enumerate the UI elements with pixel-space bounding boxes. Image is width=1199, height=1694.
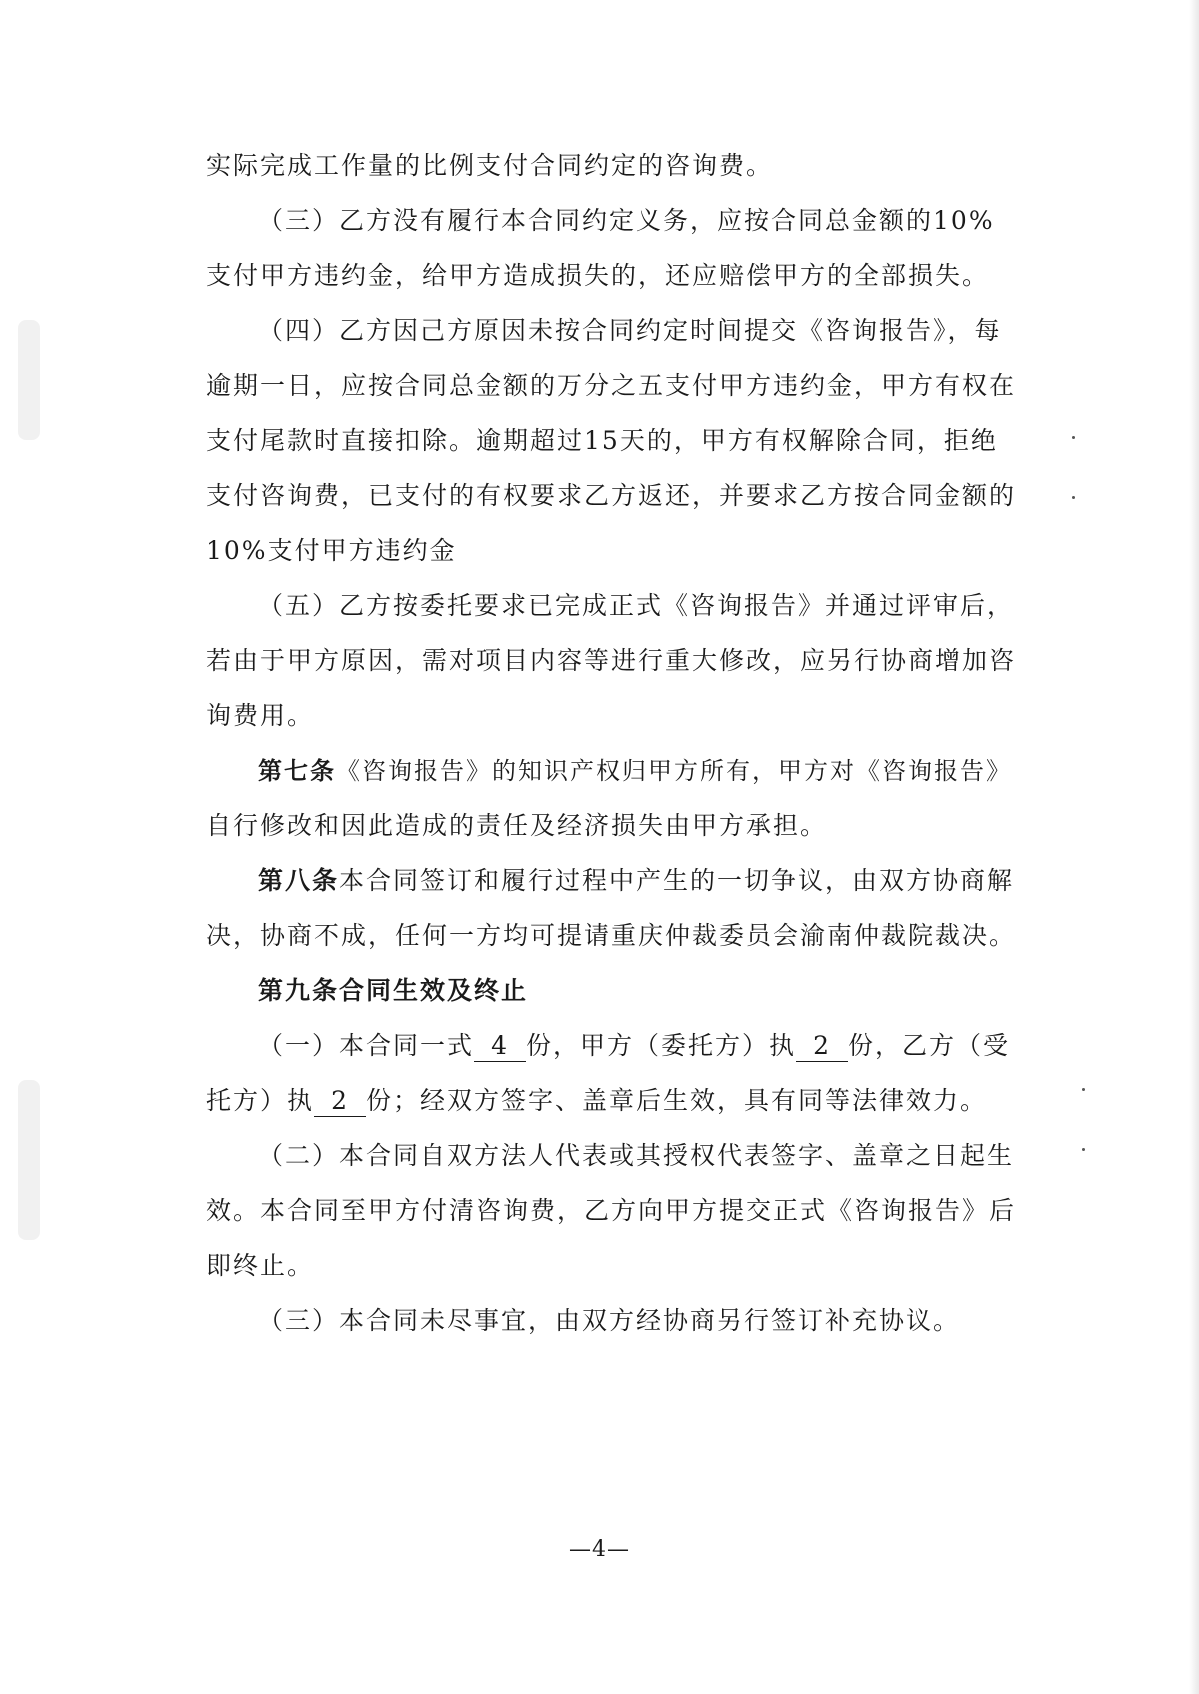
text-line: （四）乙方因己方原因未按合同约定时间提交《咨询报告》，每 [258, 316, 1002, 345]
clause-text: 托方）执 [206, 1086, 315, 1115]
text-line: （三）本合同未尽事宜，由双方经协商另行签订补充协议。 [258, 1306, 961, 1335]
clause-text: 份，乙方（受 [848, 1031, 1011, 1060]
scan-edge-shadow [1189, 0, 1199, 1694]
scan-speck [1082, 1088, 1085, 1091]
text-line: 即终止。 [206, 1251, 315, 1280]
article-heading: 第八条 [258, 866, 340, 895]
article-text: 本合同签订和履行过程中产生的一切争议，由双方协商解 [339, 866, 1015, 895]
scan-speck [1072, 496, 1075, 499]
scan-smudge [18, 1080, 40, 1240]
scan-smudge [18, 320, 40, 440]
text-line: 支付咨询费，已支付的有权要求乙方返还，并要求乙方按合同金额的 [206, 481, 1017, 510]
scan-speck [1072, 436, 1075, 439]
article-8-line [206, 853, 1016, 908]
text-line: 决，协商不成，任何一方均可提请重庆仲裁委员会渝南仲裁院裁决。 [206, 921, 1017, 950]
text-line: 支付尾款时直接扣除。逾期超过15天的，甲方有权解除合同，拒绝 [206, 426, 998, 455]
text-line: 支付甲方违约金，给甲方造成损失的，还应赔偿甲方的全部损失。 [206, 261, 990, 290]
text-line: 10%支付甲方违约金 [206, 536, 457, 565]
article-7-line [206, 743, 1016, 798]
clause-1-line [206, 1018, 1016, 1073]
text-line: （三）乙方没有履行本合同约定义务，应按合同总金额的10% [258, 206, 995, 235]
article-heading: 第七条 [258, 756, 336, 785]
text-line: （五）乙方按委托要求已完成正式《咨询报告》并通过评审后， [258, 591, 1015, 620]
document-page [206, 138, 1016, 1348]
text-line: 询费用。 [206, 701, 315, 730]
text-line: 实际完成工作量的比例支付合同约定的咨询费。 [206, 151, 774, 180]
text-line: 效。本合同至甲方付清咨询费，乙方向甲方提交正式《咨询报告》后 [206, 1196, 1017, 1225]
page-number: —4— [569, 1537, 630, 1562]
text-line: 自行修改和因此造成的责任及经济损失由甲方承担。 [206, 811, 828, 840]
clause-text: 份，甲方（委托方）执 [526, 1031, 797, 1060]
clause-1-line [206, 1073, 1016, 1128]
clause-text: 份；经双方签字、盖章后生效，具有同等法律效力。 [366, 1086, 988, 1115]
copies-total: 4 [474, 1031, 526, 1062]
text-line: 逾期一日，应按合同总金额的万分之五支付甲方违约金，甲方有权在 [206, 371, 1017, 400]
scan-speck [1082, 1148, 1085, 1151]
text-line: 若由于甲方原因，需对项目内容等进行重大修改，应另行协商增加咨 [206, 646, 1017, 675]
clause-text: （一）本合同一式 [258, 1031, 475, 1060]
copies-party-b: 2 [314, 1086, 366, 1117]
copies-party-a: 2 [796, 1031, 848, 1062]
article-9-heading: 第九条合同生效及终止 [258, 976, 529, 1005]
article-text: 《咨询报告》的知识产权归甲方所有，甲方对《咨询报告》 [336, 757, 1012, 785]
text-line: （二）本合同自双方法人代表或其授权代表签字、盖章之日起生 [258, 1141, 1015, 1170]
